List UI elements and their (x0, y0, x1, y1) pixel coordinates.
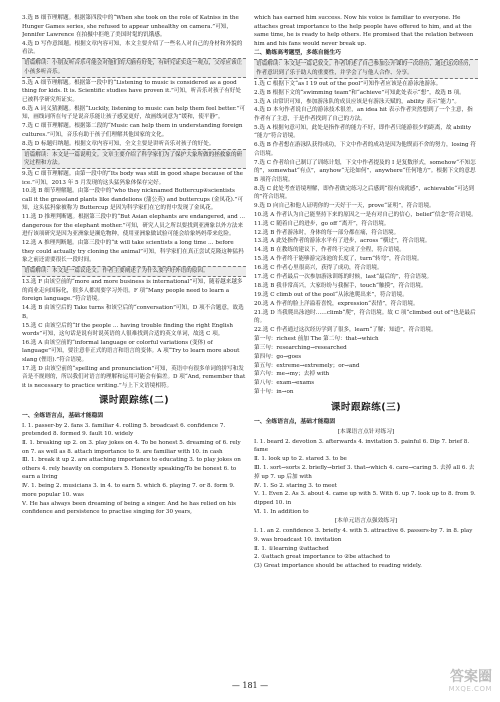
passage-summary: 语篇解读：小朋友听音乐可能会对他们的大脑有好处，有研究证实这一观点，父母应该让小孩多听音乐。 (22, 58, 246, 78)
passage-summary: 语篇解读：本文是一篇记叙文。作者讲述了自己参加公开课的一次经历，通过这次经历，作者意识到了乐于助人的重要性，并学会了与他人合作、分享。 (254, 59, 478, 79)
answer-paragraph: 6.选 B 作者想在游泳队获得成功，下文中作者的成功是因为他锲而不舍的努力，losing 符合语境。 (254, 142, 476, 157)
passage-summary: 语篇解读：本文是一篇说明文。文章主要介绍了科学家们为了保护大象所做的拯救象的研究过程和方法。 (22, 149, 246, 169)
answer-paragraph: 14.选 B 由该空后的 Take turns 和该空后的“conversation”可知，D 项不合题意，故选 B。 (22, 305, 244, 320)
answer-paragraph: 21.选 D 当我爬出泳池时……climb“爬”，符合语境。故 C 项“climbed out of”也是最后的。 (254, 309, 476, 325)
page-content (22, 14, 478, 678)
answer-paragraph: 第八句：exam→exams (254, 380, 315, 387)
answer-paragraph: 5.选 A 细节理解题。根据第一段中的“Listening to music is considered as a good thing for kids. It is. Scientific studies have proven it.”可知，听音乐对孩子有好处已被科学研究所证实。 (22, 79, 241, 103)
answer-paragraph: 7.选 C 作者给自己制订了训练计划，下文中作者提及的 I 是复数形式，somehow“不知怎的”，somewhat“有点”，anyhow“无论如何”，anywhere“任何地方”。根据下文的意思 B 项符合语境。 (254, 159, 476, 183)
watermark-subtext: MXQE.COM (448, 685, 492, 693)
answer-paragraph: 10.选 B 细节理解题。由第一段中的“who they nicknamed Buttercup④scientists call it the grassland plants like dandelions (蒲公英) and buttercups (金凤花).”可知，这头猛犸象被称为 Buttercup 是因为科学家们在它的胃中发现了金凤花。 (22, 188, 244, 212)
answer-paragraph: 12.选 B 作者游泳时，身体的每一部分都在痛，符合语境。 (254, 229, 400, 236)
exercise-subtitle: [本单元语言点强效练习] (334, 518, 398, 525)
answer-paragraph: 11.选 D 推理判断题。根据第三段中的“But Asian elephants are endangered, and … dangerous for the elephant mother.”可知，研究人员之所以要找到亚洲象以外方法来进行该项研究是因为亚洲象是濒危物种，使用亚洲象做试验可能会给象妈妈带来危险。 (22, 214, 246, 238)
answer-paragraph: 3.选 A 由常识可知，参加游泳队的成员应该是有游泳天赋的，ability 表示“能力”。 (254, 98, 460, 105)
answer-paragraph: Ⅳ. 1. being 2. musicians 3. in 4. to earn 5. which 6. playing 7. or 8. form 9. more popular 10. was (22, 483, 235, 498)
answer-paragraph: which has earned him success. Now his voice is familiar to everyone. He attaches great importance to the help people have offered to him, and at the same time, he is ready to help others. He promised that the relation between him and his fans would never break up. (254, 15, 474, 47)
answer-paragraph: 第四句：go→goes (254, 353, 302, 360)
answer-paragraph: 第六句：me→my；去掉 with (254, 371, 330, 378)
watermark-logo (428, 670, 492, 696)
answer-paragraph: 7.选 C 细节理解题。根据第二段的“Music can help them in understanding foreign cultures.”可知，音乐有助于孩子们理解其他国家的文化。 (22, 123, 243, 138)
answer-paragraph: 22.选 C 作者通过这次经历学到了很多，learn“了解；知道”，符合语境。 (254, 327, 437, 333)
page-number: — 181 — (231, 681, 269, 690)
answer-paragraph: 13.选 A 此处指作者的游泳水平有了进步，across “横过”，符合语境。 (254, 238, 431, 245)
answer-paragraph: 第十句：in→on (254, 389, 294, 396)
section-heading: 一、全练语言点，基础才能稳固 (254, 419, 336, 426)
answer-paragraph: Ⅳ. 1. So 2. staring 3. to meet (254, 482, 337, 489)
answer-paragraph: Ⅴ. He has always been dreaming of being a singer. And he has relied on his confidence and persistence to practise singing for 30 years, (22, 500, 237, 516)
exercise-title: 课时跟踪练(三) (330, 401, 402, 413)
answer-paragraph: 15.选 C 由该空后的“If the people … having trouble finding the right English words”可知，这句话是说有时说英语的人很难找到合适的英文单词，故选 C 项。 (22, 322, 234, 338)
answer-paragraph: 10.选 A 作者认为自己能坚持下来的原因之一是有对自己的信心，belief“信念”符合语境。 (254, 211, 477, 218)
answer-paragraph: Ⅰ. 1. beard 2. devotion 3. afterwards 4. invitation 5. painful 6. Dip 7. brief 8. fame (254, 438, 470, 454)
answer-paragraph: 16.选 C 作者心里很高兴，获得了成功，符合语境。 (254, 265, 383, 272)
answer-paragraph: 11.选 C 随着自己的进步，go off “离开”，符合语境。 (254, 220, 390, 227)
answer-paragraph: Ⅲ. 1. sort→sorts 2. briefly→brief 3. that→which 4. care→caring 5. 去掉 all 6. 去掉 up 7. up 后加 with (254, 465, 475, 480)
left-column (22, 14, 246, 678)
answer-paragraph: Ⅰ. 1. an 2. confidence 3. briefly 4. with 5. attractive 6. passers-by 7. in 8. play 9. was broadcast 10. invitation (254, 528, 473, 543)
answer-paragraph: 第三句：researching→researched (254, 344, 347, 351)
answer-paragraph: 13.选 F 由该空前的“more and more business is international”可知，随着越来越多的商业走向国际化，很多人都需要学习外语。F 项“Many people need to learn a foreign language.”符合语境。 (22, 279, 243, 303)
watermark-text: 答案圈 (450, 669, 492, 685)
answer-paragraph: 20.选 A 作者的脸上洋溢着喜悦，expression“表情”，符合语境。 (254, 300, 419, 307)
answer-paragraph: 4.选 D 本句作者说自己的游泳技术很差，an idea hit 表示作者突然想到了一个主意，指作者有了主意，于是作者找到了自己的方法。 (254, 107, 473, 122)
answer-paragraph: 8.选 C 此处考查语境理解，即作者做完练习之后感到“很有成就感”，achievable“可达到的”符合语境。 (254, 185, 474, 201)
answer-paragraph: 6.选 A 词义猜测题。根据“Luckily, listening to music can help them feel better.”可知，画线词所在句子是说音乐能让孩子感觉更好，故画线词意为“缓和，使平静”。 (22, 105, 246, 121)
answer-paragraph: Ⅰ. 1. passer-by 2. fans 3. familiar 4. rolling 5. broadcast 6. confidence 7. pretended 8. formed 9. fault 10. widely (22, 422, 226, 438)
answer-paragraph: 8.选 D 标题归纳题。根据文章内容可知，全文主要是讲听音乐对孩子的好处。 (22, 140, 215, 147)
answer-paragraph: 19.选 C climb out of the pool“从泳池爬出来”，符合语境。 (254, 291, 408, 298)
exercise-title: 课时跟踪练(二) (98, 395, 170, 407)
exercise-subtitle: [本课语言点针对练习] (337, 429, 395, 436)
answer-paragraph: 2. ①attach great importance to ②be attached to (254, 554, 391, 561)
answer-paragraph: Ⅱ. 1. look up to 2. stared 3. to be (254, 456, 347, 463)
answer-paragraph: 第五句：extreme→extremely；or→and (254, 362, 360, 369)
answer-paragraph: Ⅱ. 1. ①learning ②attached (254, 545, 329, 552)
answer-paragraph: 18.选 B 我非常高兴，大家纷纷与我握手，touch“触摸”，符合语境。 (254, 282, 427, 289)
answer-paragraph: Ⅱ. 1. breaking up 2. on 3. play jokes on 4. To be honest 5. dreaming of 6. rely on 7. as well as 8. attach importance to 9. are familiar with 10. in cash (22, 440, 241, 455)
answer-paragraph: 9.选 C 细节理解题。由第一段中的“Its body was still in good shape because of the ice.”可知，2013 年 5 月发现的这头猛犸象体保存完好。 (22, 171, 243, 186)
section-heading: 一、全练语言点，基础才能稳固 (22, 412, 104, 419)
answer-paragraph: 2.选 B 根据下文的“swimming team”和“achieve”可知此处表示“想”，故选 B 项。 (254, 89, 465, 96)
answer-paragraph: 17.选 C 作者最后一次参加游泳训练的时候，last“最后的”，符合语境。 (254, 274, 433, 281)
section-heading: 二、勤练高考题型，多练自能生巧 (254, 50, 341, 56)
answer-paragraph: (3) Great importance should be attached to reading widely. (254, 563, 422, 570)
answer-paragraph: 3.选 B 细节理解题。根据第四段中的“When she took on the role of Katniss in the Hunger Games series, she refused to appear unhealthy on camera.”可知，Jennifer Lawrence 在拍摄中拒绝了美国时髦的饥饿感。 (22, 15, 239, 38)
answer-paragraph: Ⅲ. 1. break it up 2. are attaching importance to educating 3. to play jokes on others 4. rely heavily on computers 5. Honestly speaking/To be honest 6. to earn a living (22, 457, 241, 481)
answer-paragraph: 15.选 A 作者终于能够游完泳池的长度了，turn“转弯”，符合语境。 (254, 256, 423, 263)
answer-paragraph: 4.选 D 写作意图题。根据文章内容可知，本文主要介绍了一些名人对自己的身材和外貌的看法。 (22, 40, 243, 56)
answer-paragraph: Ⅴ. 1. Even 2. As 3. about 4. came up with 5. With 6. up 7. look up to 8. from 9. dipped 10. in (254, 491, 476, 506)
right-column (254, 14, 478, 678)
answer-paragraph: 1.选 C 根据下文“as I 19 out of the pool”可知作者应该是在游泳池游泳。 (254, 80, 442, 87)
answer-paragraph: 第一句：richest 前加 The 第二句：that→which (254, 335, 379, 342)
answer-paragraph: 17.选 D 由该空前的“spelling and pronunciation”可知，英语中有很多单词的拼写和发音是不规则的，所以我们对语言的理解和运用可能会有偏差。D 项“And, remember that it is necessary to practice writing.”与上下文语境相符。 (22, 365, 246, 389)
answer-paragraph: 12.选 A 推理判断题。由第三段中的“it will take scientists a long time … before they could actually try cloning the animal”可知，科学家们在真正尝试克隆这种猛犸象之前还需要很长一段时间。 (22, 240, 244, 264)
answer-paragraph: Ⅵ. 1. In addition to (254, 508, 309, 515)
answer-paragraph: 16.选 A 由该空前的“informal language or colorful variations (变体) of language”可知，要注意非正式的语言和语言的变体。A 项“Try to learn more about slang (俚语).”符合语境。 (22, 339, 240, 363)
answer-paragraph: 14.选 B 在教练的建议下，作者终于完成了全程，符合语境。 (254, 247, 405, 254)
passage-summary: 语篇解读：本文是一篇议论文。作者主要阐述了为什么要学好外语的原因。 (22, 266, 246, 278)
answer-paragraph: 9.选 D 向自己和他人证明你的一天好于一天，prove“证明”，符合语境。 (254, 202, 435, 209)
answer-paragraph: 5.选 A 根据句意可知，此处是指作者的能力不好，即作者只能游很少的距离，故 ability “能力”符合语境。 (254, 124, 471, 140)
